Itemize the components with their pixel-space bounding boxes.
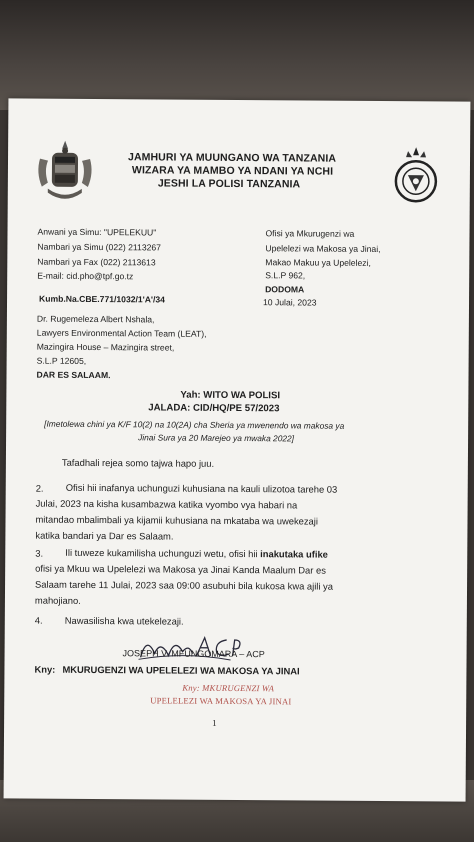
- telegram-address: Anwani ya Simu: "UPELEKUU": [37, 226, 157, 238]
- legal-note-line-1: [Imetolewa chini ya K/F 10(2) na 10(2A) cha Sheria ya mwenendo wa makosa ya: [44, 418, 345, 431]
- subject-line-1: Yah: WITO WA POLISI: [180, 389, 281, 402]
- office-line-2: Upelelezi wa Makosa ya Jinai,: [265, 243, 381, 254]
- office-line-3: Makao Makuu ya Upelelezi,: [265, 257, 371, 268]
- email-address: E-mail: cid.pho@tpf.go.tz: [37, 270, 134, 282]
- recipient-name: Dr. Rugemeleza Albert Nshala,: [36, 313, 155, 325]
- legal-note-line-2: Jinai Sura ya 20 Marejeo ya mwaka 2022]: [138, 432, 295, 444]
- phone-number: Nambari ya Simu (022) 2113267: [37, 241, 162, 253]
- coat-of-arms-icon: [34, 139, 96, 205]
- office-line-1: Ofisi ya Mkurugenzi wa: [265, 228, 355, 239]
- paragraph-3: [65, 545, 328, 563]
- paragraph-3-number: 3.: [35, 547, 44, 559]
- paragraph-2-continued: [35, 496, 318, 546]
- letterhead-line-3: JESHI LA POLISI TANZANIA: [157, 177, 301, 191]
- page-number: 1: [212, 717, 217, 728]
- office-line-4: S.L.P 962,: [265, 270, 306, 281]
- paragraph-2-line-1: Ofisi hii inafanya uchunguzi kuhusiana na kauli ulizotoa tarehe 03: [65, 481, 338, 495]
- paragraph-3-line-4: mahojiano.: [34, 594, 81, 606]
- letter-page: [4, 98, 471, 801]
- reference-number: Kumb.Na.CBE.771/1032/1'A'/34: [39, 293, 165, 305]
- subject-line-2: JALADA: CID/HQ/PE 57/2023: [148, 402, 280, 415]
- police-badge-icon: [388, 145, 444, 207]
- signatory-title: MKURUGENZI WA UPELELEZI WA MAKOSA YA JINAI: [62, 663, 300, 677]
- recipient-box: S.L.P 12605,: [36, 355, 87, 366]
- paragraph-2-line-2: Julai, 2023 na kisha kusambazwa katika vyombo vya habari na: [35, 497, 298, 511]
- letter-date: 10 Julai, 2023: [262, 297, 317, 308]
- letterhead-line-1: JAMHURI YA MUUNGANO WA TANZANIA: [127, 151, 337, 165]
- paragraph-2: [66, 480, 338, 498]
- paragraph-3-line-1-bold: inakutaka ufike: [260, 548, 328, 560]
- signatory-name: JOSEPH V. MFUNGOMARA – ACP: [122, 648, 265, 660]
- paragraph-2-number: 2.: [35, 482, 44, 494]
- intro-text: Tafadhali rejea somo tajwa hapo juu.: [61, 456, 215, 469]
- paragraph-3-line-1-start: Ili tuweze kukamilisha uchunguzi wetu, ofisi hii: [65, 546, 261, 560]
- paragraph-2-line-4: katika bandari ya Dar es Salaam.: [35, 529, 174, 542]
- paragraph-4-text: Nawasilisha kwa utekelezaji.: [64, 614, 184, 627]
- stamp-line-1: Kny: MKURUGENZI WA: [182, 682, 275, 694]
- background-top: [0, 0, 474, 110]
- stamp-line-2: UPELELEZI WA MAKOSA YA JINAI: [150, 695, 292, 707]
- fax-number: Nambari ya Fax (022) 2113613: [37, 256, 156, 268]
- office-city: DODOMA: [265, 284, 305, 295]
- recipient-city: DAR ES SALAAM.: [36, 369, 111, 381]
- paragraph-3-line-3: Salaam tarehe 11 Julai, 2023 saa 09:00 asubuhi bila kukosa kwa ajili ya: [35, 578, 334, 592]
- recipient-organization: Lawyers Environmental Action Team (LEAT),: [36, 327, 207, 339]
- kny-label: Kny:: [34, 663, 56, 675]
- letterhead-line-2: WIZARA YA MAMBO YA NDANI YA NCHI: [131, 164, 334, 178]
- paragraph-3-line-2: ofisi ya Mkuu wa Upelelezi wa Makosa ya Jinai Kanda Maalum Dar es: [35, 562, 326, 576]
- paragraph-3-continued: [35, 561, 333, 611]
- paragraph-3-line-1: [65, 545, 328, 563]
- paragraph-2-line-3: mitandao mbalimbali ya kijamii kuhusiana na mkataba wa uwekezaji: [35, 513, 318, 527]
- recipient-address: Mazingira House – Mazingira street,: [36, 341, 175, 353]
- paragraph-4-number: 4.: [34, 614, 43, 626]
